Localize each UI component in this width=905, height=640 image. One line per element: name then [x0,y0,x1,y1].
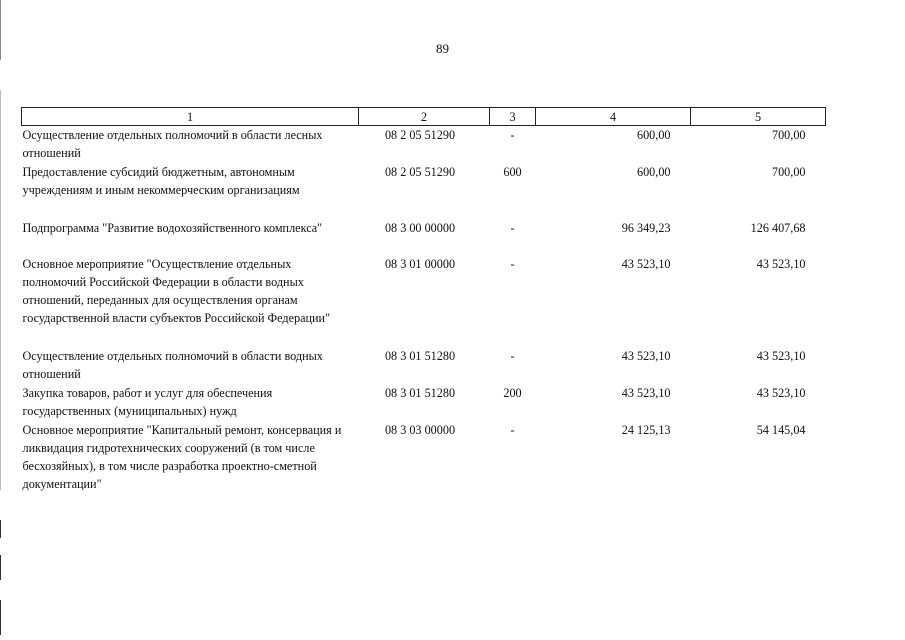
column-header-sum-1: 4 [536,108,691,126]
row-sum-1: 43 523,10 [621,256,671,271]
row-code: 08 3 00 00000 [384,220,456,235]
row-sum-1: 600,00 [636,128,671,142]
row-sum-2: 43 523,10 [756,385,806,400]
row-name: Основное мероприятие "Капитальный ремонт, консервация и ликвидация гидротехнических сооружений (в том числе бесхозяйных), в том числе разработка проектно-сметной документации" [22,422,342,491]
row-sum-2: 43 523,10 [756,256,806,271]
row-name: Осуществление отдельных полномочий в области лесных отношений [22,128,323,160]
table-row [22,347,826,384]
column-header-expense-type: 3 [490,108,536,126]
row-sum-1: 43 523,10 [621,385,671,400]
table-row [22,163,826,219]
row-sum-2: 43 523,10 [756,348,806,363]
row-code: 08 2 05 51290 [384,164,456,179]
row-code: 08 3 01 51280 [384,385,456,400]
scan-edge-mark [0,555,1,580]
scan-edge-mark [0,600,1,635]
budget-table [21,107,826,495]
table-header-row [22,108,826,126]
row-sum-2: 700,00 [771,164,806,179]
column-header-code: 2 [359,108,490,126]
table-row [22,255,826,347]
row-expense-type: 600 [503,164,522,179]
row-expense-type: - [510,256,515,271]
row-expense-type: 200 [503,385,522,400]
scan-edge-mark [0,520,1,538]
row-expense-type: - [510,348,515,363]
row-sum-1: 24 125,13 [621,422,671,437]
row-expense-type: - [510,422,515,437]
row-sum-1: 43 523,10 [621,348,671,363]
row-sum-2: 54 145,04 [756,422,806,437]
row-sum-2: 126 407,68 [750,220,806,235]
row-code: 08 3 03 00000 [384,422,456,437]
table-row [22,126,826,163]
row-code: 08 2 05 51290 [384,128,456,142]
row-sum-2: 700,00 [771,128,806,142]
row-name: Осуществление отдельных полномочий в области водных отношений [22,348,323,381]
column-header-sum-2: 5 [691,108,826,126]
scan-edge-mark [0,90,1,490]
row-expense-type: - [510,128,515,142]
page-number: 89 [436,41,449,56]
row-expense-type: - [510,220,515,235]
row-code: 08 3 01 51280 [384,348,456,363]
row-name: Подпрограмма "Развитие водохозяйственного комплекса" [22,220,323,235]
table-row [22,219,826,255]
row-name: Предоставление субсидий бюджетным, автономным учреждениям и иным некоммерческим организациям [22,164,300,197]
row-name: Основное мероприятие "Осуществление отдельных полномочий Российской Федерации в области водных отношений, переданных для осуществления органам государственной власти субъектов Российской Федерации" [22,256,331,325]
row-sum-1: 96 349,23 [621,220,671,235]
row-code: 08 3 01 00000 [384,256,456,271]
row-name: Закупка товаров, работ и услуг для обеспечения государственных (муниципальных) нужд [22,385,273,418]
table-row [22,421,826,495]
column-header-name: 1 [22,108,359,126]
table-row [22,384,826,421]
row-sum-1: 600,00 [636,164,671,179]
